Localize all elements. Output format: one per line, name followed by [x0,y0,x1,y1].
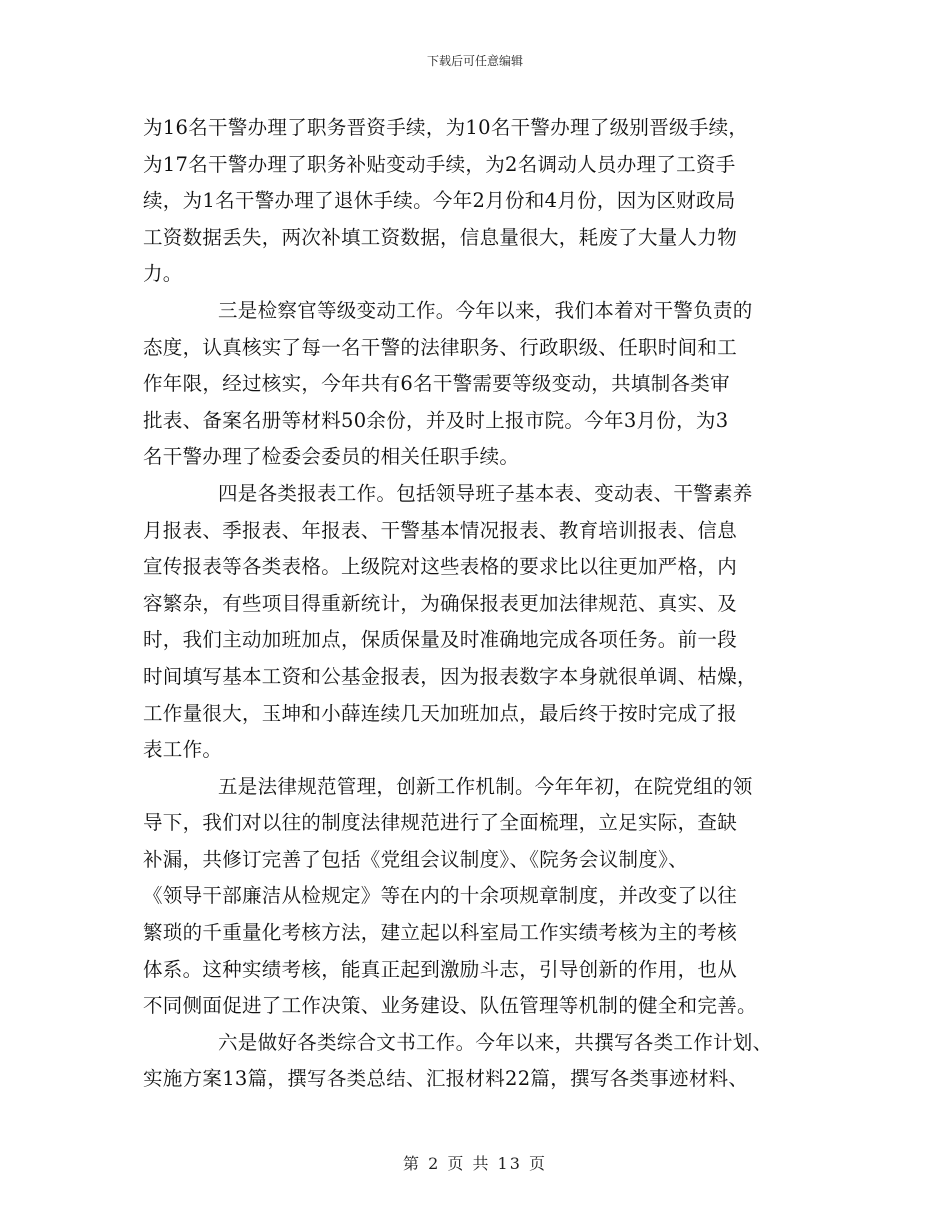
body-line: 不同侧面促进了工作决策、业务建设、队伍管理等机制的健全和完善。 [143,994,757,1018]
body-line: 续，为1名干警办理了退休手续。今年2月份和4月份，因为区财政局 [143,189,736,213]
body-line: 名干警办理了检委会委员的相关任职手续。 [143,445,520,469]
body-line: 导下，我们对以往的制度法律规范进行了全面梳理，立足实际，查缺 [143,811,738,835]
body-line: 月报表、季报表、年报表、干警基本情况报表、教育培训报表、信息 [143,518,738,542]
page-header-note: 下载后可任意编辑 [426,54,523,68]
body-line: 批表、备案名册等材料50余份，并及时上报市院。今年3月份，为3 [143,408,729,432]
body-line: 宣传报表等各类表格。上级院对这些表格的要求比以往更加严格，内 [143,555,738,579]
paragraph-start-line: 四是各类报表工作。包括领导班子基本表、变动表、干警素养 [218,481,753,505]
paragraph-start-line: 三是检察官等级变动工作。今年以来，我们本着对干警负责的 [218,298,753,322]
body-line: 繁琐的千重量化考核方法，建立起以科室局工作实绩考核为主的考核 [143,921,738,945]
body-line: 补漏，共修订完善了包括《党组会议制度》、《院务会议制度》、 [143,847,688,871]
body-line: 实施方案13篇，撰写各类总结、汇报材料22篇，撰写各类事迹材料、 [143,1067,749,1091]
body-line: 表工作。 [143,738,223,762]
body-line: 时间填写基本工资和公基金报表，因为报表数字本身就很单调、枯燥， [143,664,757,688]
paragraph-start-line: 五是法律规范管理，创新工作机制。今年年初，在院党组的领 [218,774,753,798]
document-body [143,110,811,1098]
body-line: 为16名干警办理了职务晋资手续，为10名干警办理了级别晋级手续， [143,116,749,139]
body-line: 作年限，经过核实，今年共有6名干警需要等级变动，共填制各类审 [143,372,730,396]
page-number-footer: 第 2 页 共 13 页 [403,1154,547,1173]
body-line: 时，我们主动加班加点，保质保量及时准确地完成各项任务。前一段 [143,628,738,652]
body-line: 容繁杂，有些项目得重新统计，为确保报表更加法律规范、真实、及 [143,591,738,615]
body-line: 体系。这种实绩考核，能真正起到激励斗志，引导创新的作用，也从 [143,957,738,981]
body-line: 态度，认真核实了每一名干警的法律职务、行政职级、任职时间和工 [143,335,738,359]
body-line: 工资数据丢失，两次补填工资数据，信息量很大，耗废了大量人力物 [143,225,738,249]
paragraph-start-line: 六是做好各类综合文书工作。今年以来，共撰写各类工作计划、 [218,1030,773,1054]
body-line: 《领导干部廉洁从检规定》等在内的十余项规章制度，并改变了以往 [143,884,738,908]
body-line: 力。 [143,262,183,286]
body-line: 为17名干警办理了职务补贴变动手续，为2名调动人员办理了工资手 [143,152,736,176]
body-line: 工作量很大，玉坤和小薛连续几天加班加点，最后终于按时完成了报 [143,701,738,725]
